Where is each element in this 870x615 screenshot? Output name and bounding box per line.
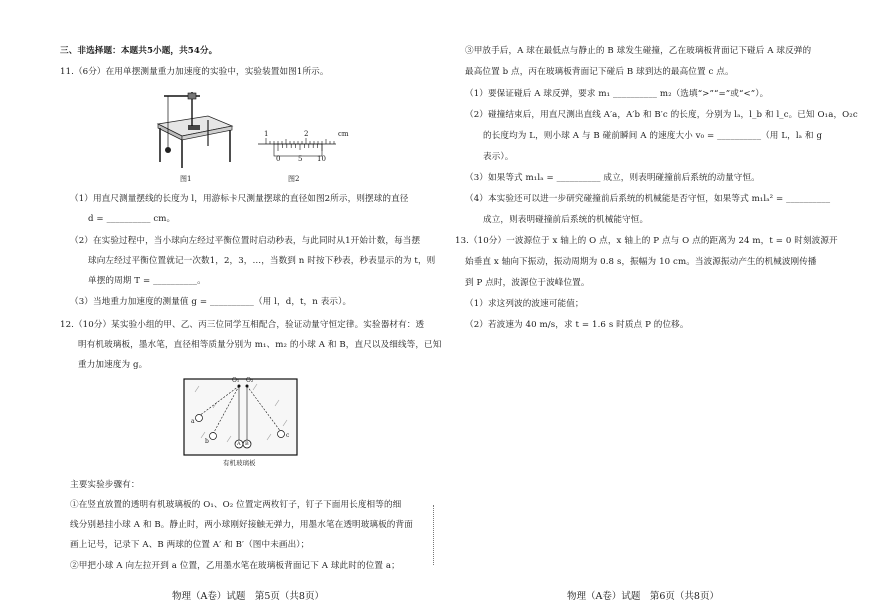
q12-part2-line1: （2）碰撞结束后，用直尺测出直线 A′a，A′b 和 B′c 的长度，分别为 lₐ，l_b 和 l_c。已知 O₁a，O₂c: [465, 110, 858, 120]
section-heading: 三、非选择题：本题共5小题，共54分。: [60, 46, 218, 56]
q13-stem-line1: 13.（10分）一波源位于 x 轴上的 O 点，x 轴上的 P 点与 O 点的距离为 24 m，t = 0 时刻波源开: [455, 236, 838, 246]
label-c: c: [286, 432, 290, 439]
q12-step1-line2: 线分别悬挂小球 A 和 B。静止时，两小球刚好接触无弹力，用墨水笔在透明玻璃板的背面: [70, 520, 413, 530]
scale-main-unit: cm: [338, 130, 349, 138]
q12-stem-line2: 明有机玻璃板，墨水笔，直径相等质量分别为 m₁、m₂ 的小球 A 和 B，直尺以及细线等，已知: [78, 340, 442, 350]
label-a: a: [191, 418, 195, 425]
q11-part2-line1: （2）在实验过程中，当小球向左经过平衡位置时启动秒表，与此同时从1开始计数，每当摆: [70, 236, 421, 246]
q12-part2-line2: 的长度均为 L，则小球 A 与 B 碰前瞬间 A 的速度大小 v₀ = __________（用 L，lₐ 和 g: [483, 131, 823, 141]
label-o1: O₁: [232, 377, 240, 384]
q12-part1: （1）要保证碰后 A 球反弹，要求 m₁ __________ m₂（选填“>”“=”或“<”）。: [465, 89, 769, 99]
figure-collision-board: [183, 378, 298, 468]
q13-stem-line2: 始垂直 x 轴向下振动，振动周期为 0.8 s，振幅为 10 cm。当波源振动产生的机械波刚传播: [465, 257, 817, 267]
scale-main-1: 1: [264, 130, 269, 138]
q11-part1-line2: d = __________ cm。: [88, 214, 176, 224]
footer-page-6: 物理（A卷）试题 第6页（共8页）: [567, 591, 719, 602]
figure-1-caption: 图1: [180, 175, 192, 183]
label-ball-b: B: [245, 441, 249, 447]
right-page: [435, 0, 870, 615]
q12-step3-line1: ③甲放手后，A 球在最低点与静止的 B 球发生碰撞，乙在玻璃板背面记下碰后 A 球反弹的: [465, 46, 812, 56]
footer-page-5: 物理（A卷）试题 第5页（共8页）: [172, 591, 324, 602]
figure-2-vernier-scale: [256, 128, 356, 183]
figure-1-pendulum-apparatus: [150, 86, 240, 183]
scale-vernier-10: 10: [317, 155, 326, 163]
label-b: b: [205, 438, 209, 445]
q12-part4-line2: 成立，则表明碰撞前后系统的机械能守恒。: [483, 215, 649, 225]
figure-board-caption: 有机玻璃板: [223, 459, 256, 467]
scale-main-2: 2: [304, 130, 309, 138]
q11-part2-line3: 单摆的周期 T = __________。: [88, 276, 206, 286]
label-o2: O₂: [246, 377, 254, 384]
q13-stem-line3: 到 P 点时，波源位于波峰位置。: [465, 278, 590, 288]
q12-part2-line3: 表示）。: [483, 152, 514, 162]
q11-stem: 11.（6分）在用单摆测量重力加速度的实验中，实验装置如图1所示。: [60, 67, 329, 77]
q12-step1-line1: ①在竖直放置的透明有机玻璃板的 O₁、O₂ 位置定两枚钉子，钉子下面用长度相等的细: [70, 500, 402, 510]
q12-part3: （3）如果等式 m₁lₐ = __________ 成立，则表明碰撞前后系统的动量守恒。: [465, 173, 760, 183]
q12-stem-line1: 12.（10分）某实验小组的甲、乙、丙三位同学互相配合，验证动量守恒定律。实验器材有：透: [60, 320, 425, 330]
q12-part4-line1: （4）本实验还可以进一步研究碰撞前后系统的机械能是否守恒，如果等式 m₁lₐ² = __________: [465, 194, 831, 204]
q13-part1: （1）求这列波的波速可能值；: [465, 299, 584, 309]
q12-step1-line3: 画上记号，记录下 A、B 两球的位置 A′ 和 B′（图中未画出）；: [70, 540, 310, 550]
q12-steps-heading: 主要实验步骤有：: [70, 480, 140, 490]
q11-part2-line2: 球向左经过平衡位置就记一次数1，2，3，…，当数到 n 时按下秒表，秒表显示的为 t，则: [88, 256, 436, 266]
label-ball-a: A: [237, 441, 241, 447]
figure-2-caption: 图2: [288, 175, 300, 183]
scale-vernier-0: 0: [276, 155, 281, 163]
q12-stem-line3: 重力加速度为 g。: [78, 360, 148, 370]
q13-part2: （2）若波速为 40 m/s，求 t = 1.6 s 时质点 P 的位移。: [465, 320, 689, 330]
q11-part1-line1: （1）用直尺测量摆线的长度为 l，用游标卡尺测量摆球的直径如图2所示，则摆球的直径: [70, 194, 409, 204]
q11-part3: （3）当地重力加速度的测量值 g = __________（用 l，d，t，n 表示）。: [70, 297, 352, 307]
q12-step2: ②甲把小球 A 向左拉开到 a 位置，乙用墨水笔在玻璃板背面记下 A 球此时的位置 a；: [70, 561, 400, 571]
q12-step3-line2: 最高位置 b 点，丙在玻璃板背面记下碰后 B 球到达的最高位置 c 点。: [465, 67, 734, 77]
scale-vernier-5: 5: [298, 155, 303, 163]
